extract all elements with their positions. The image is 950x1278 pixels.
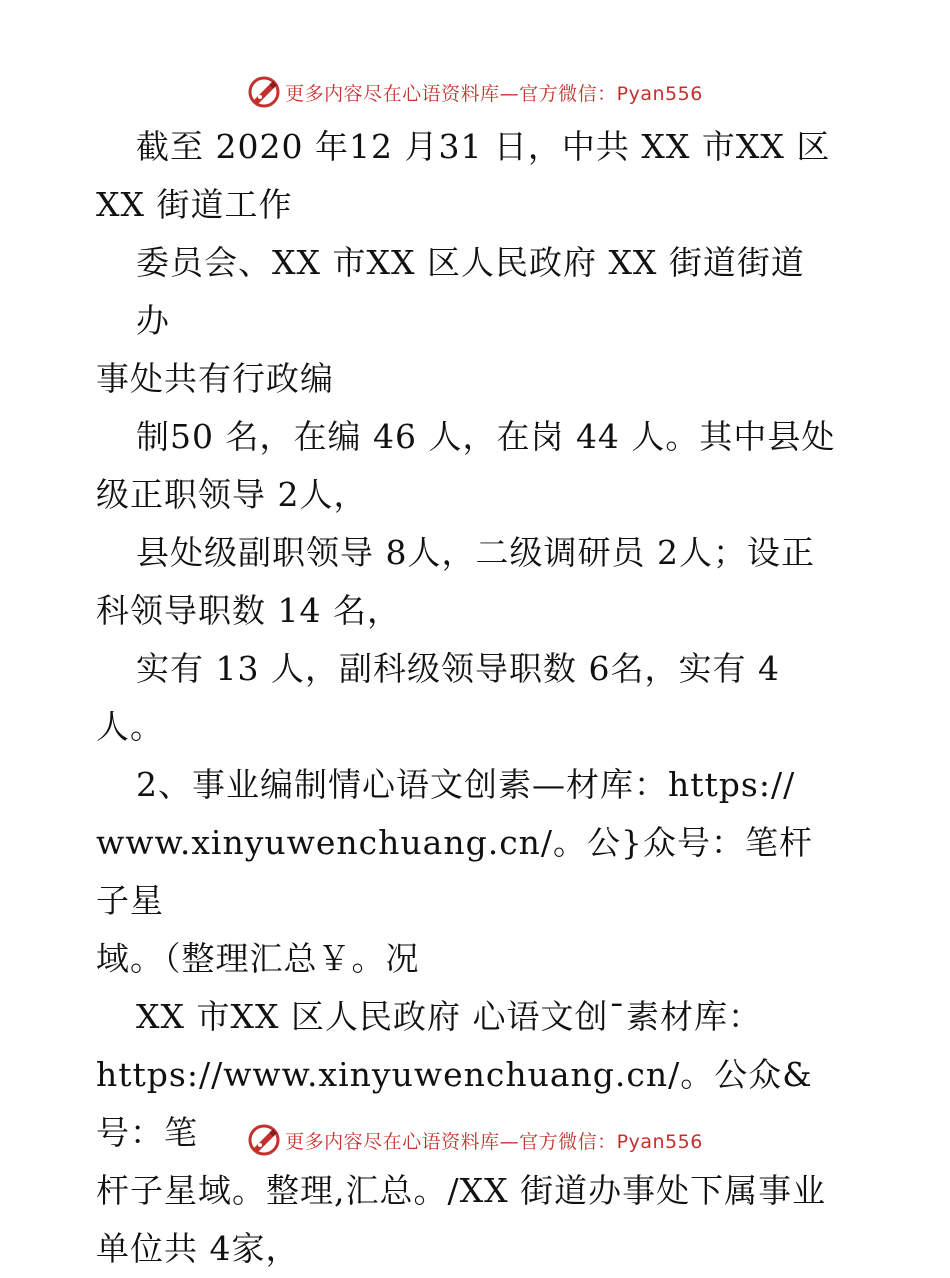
paragraph-line: 单位共 4家， xyxy=(96,1229,300,1268)
pen-logo-icon xyxy=(247,1123,281,1157)
paragraph-1 xyxy=(96,118,836,234)
paragraph-line: 科领导职数 14 名， xyxy=(96,591,401,630)
footer-banner-text xyxy=(285,1127,703,1154)
paragraph-line: 县处级副职领导 8人，二级调研员 2人；设正 xyxy=(136,533,815,572)
paragraph-5 xyxy=(96,640,836,756)
header-banner-title: 更多内容尽在心语资料库 xyxy=(285,82,500,105)
paragraph-line: 2、事业编制情心语文创素—材库：https:// xyxy=(136,765,796,804)
paragraph-2 xyxy=(96,234,836,408)
paragraph-line: 级正职领导 2人， xyxy=(96,475,368,514)
footer-banner-title: 更多内容尽在心语资料库 xyxy=(285,1130,500,1153)
paragraph-line: 截至 2020 年12 月31 日，中共 XX 市XX 区 xyxy=(136,127,831,166)
document-body xyxy=(96,118,836,1278)
header-banner xyxy=(0,72,950,112)
footer-banner xyxy=(0,1120,950,1160)
paragraph-4 xyxy=(96,524,836,640)
paragraph-line: 域。（整理汇总￥。况 xyxy=(96,939,420,978)
paragraph-line: 杆子星域。整理,汇总。/XX 街道办事处下属事业 xyxy=(96,1171,827,1210)
paragraph-line: XX 街道工作 xyxy=(96,185,293,224)
paragraph-line: www.xinyuwenchuang.cn/。公}众号：笔杆子星 xyxy=(96,823,814,920)
paragraph-3 xyxy=(96,408,836,524)
footer-banner-inner xyxy=(247,1123,703,1157)
footer-banner-contact: 官方微信：Pyan556 xyxy=(519,1130,703,1153)
paragraph-line: XX 市XX 区人民政府 心语文创¯素材库： xyxy=(136,997,762,1036)
paragraph-line: 事处共有行政编 xyxy=(96,359,334,398)
paragraph-line: 人。 xyxy=(96,707,164,746)
header-banner-text xyxy=(285,79,703,106)
pen-logo-icon xyxy=(247,75,281,109)
header-banner-contact: 官方微信：Pyan556 xyxy=(519,82,703,105)
paragraph-line: https://www.xinyuwenchuang.cn/。公众&号：笔 xyxy=(96,1055,813,1152)
header-banner-inner xyxy=(247,75,703,109)
footer-banner-dash: — xyxy=(499,1130,520,1153)
paragraph-6 xyxy=(96,756,836,988)
paragraph-line: 制50 名，在编 46 人，在岗 44 人。其中县处 xyxy=(136,417,836,456)
paragraph-line: 委员会、XX 市XX 区人民政府 XX 街道街道办 xyxy=(136,243,805,340)
header-banner-dash: — xyxy=(499,82,520,105)
paragraph-line: 实有 13 人，副科级领导职数 6名，实有 4 xyxy=(136,649,780,688)
